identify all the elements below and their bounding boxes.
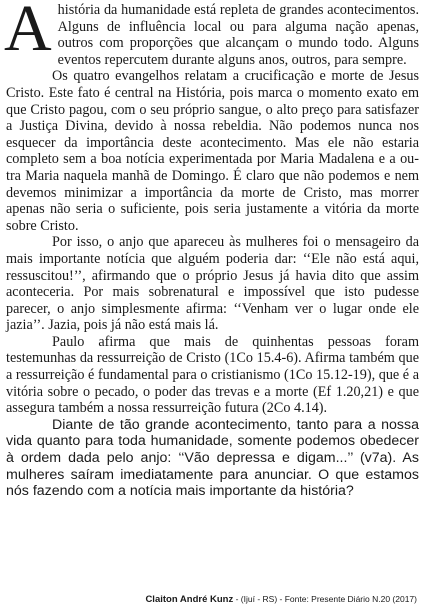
paragraph-1 bbox=[6, 2, 419, 68]
article-body bbox=[6, 2, 419, 500]
drop-cap: A bbox=[4, 0, 52, 65]
source-citation: - (Ijuí - RS) - Fonte: Presente Diário N.20 (2017) bbox=[233, 594, 417, 604]
paragraph-4: Paulo afirma que mais de quinhentas pessoas foram testemunhas da ressurreição de Cristo (1Co 15.4-6). Afirma também que a ressurreição é fundamental para o cristianismo (1Co 15.12-19), que é a vitória sobre o pecado, o poder das trevas e a morte (Ef 1.20,21) e que assegura também a nossa ressurreição futura (2Co 4.14). bbox=[6, 333, 419, 417]
author-name: Claiton André Kunz bbox=[145, 594, 234, 605]
paragraph-5: Diante de tão grande acontecimento, tanto para a nossa vida quanto para toda humanidade, somente podemos obedecer à ordem dada pelo anjo: ‘‘Vão depressa e digam...’’ (v7a). As mulheres saíram imediatamente para anunciar. O que estamos nós fazendo com a notícia mais importante da história? bbox=[6, 416, 419, 500]
paragraph-1-text: história da humanidade está repleta de grandes acontecimentos. Alguns de influência local ou para alguma nação apenas, outros com proporções que alcançam o mundo todo. Alguns eventos repercutem durante alguns anos, outros, para sempre. bbox=[57, 2, 419, 68]
paragraph-2: Os quatro evangelhos relatam a crucificação e morte de Jesus Cristo. Este fato é central na História, pois marca o momento exato em que Cristo pagou, com o seu próprio sangue, o alto preço para satisfazer a Justiça Divina, devido à nossa rebeldia. Não podemos nunca nos esquecer da importância deste acontecimento. Mas ele não estaria completo sem a boa notícia experimentada por Maria Madalena e a outra Maria naquela manhã de Domingo. É claro que não podemos e nem devemos minimizar a importância da morte de Cristo, mas morrer apenas não seria o suficiente, pois seria justamente a vitória da morte sobre Cristo. bbox=[6, 68, 419, 234]
article-footer bbox=[145, 594, 417, 605]
paragraph-3: Por isso, o anjo que apareceu às mulheres foi o mensageiro da mais importante notícia que alguém poderia dar: ‘‘Ele não está aqui, ressuscitou!’’, afirmando que o próprio Jesus já havia dito que assim aconteceria. Por mais sobrenatural e impossível que isto pudesse parecer, o anjo simplesmente afirma: ‘‘Venham ver o lugar onde ele jazia’’. Jazia, pois já não está mais lá. bbox=[6, 234, 419, 334]
